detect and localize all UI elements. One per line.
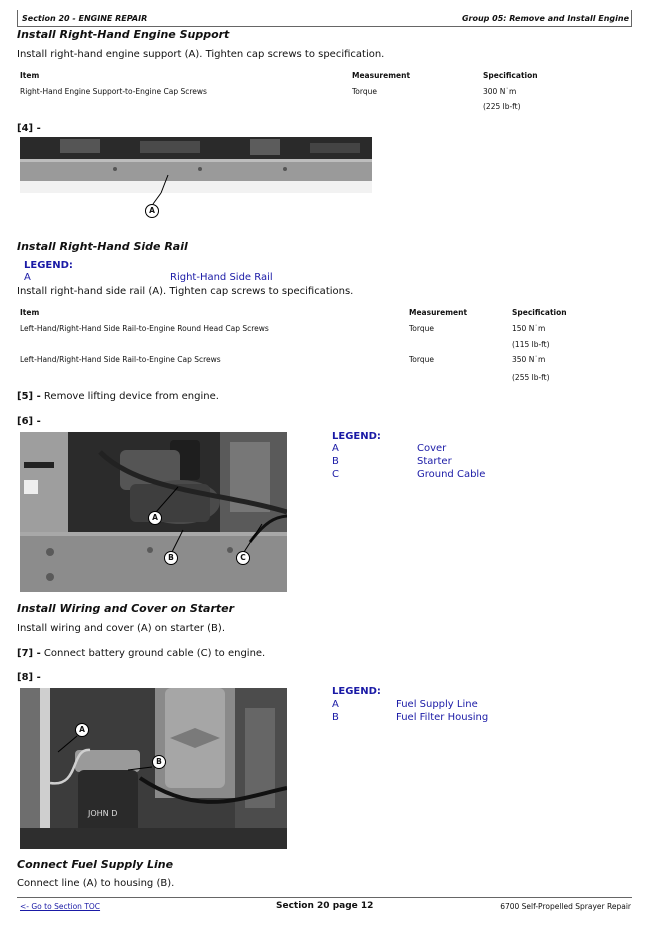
table-header-measurement: Measurement: [409, 308, 468, 317]
table-header-specification: Specification: [512, 308, 567, 317]
legend-label-ground-cable: Ground Cable: [417, 469, 486, 480]
callout-a: A: [148, 511, 162, 525]
step-5-text: Remove lifting device from engine.: [43, 391, 219, 402]
legend-key-b: B: [332, 712, 339, 723]
heading-connect-fuel-supply-line: Connect Fuel Supply Line: [17, 858, 174, 871]
legend-label-fuel-supply-line: Fuel Supply Line: [396, 699, 478, 710]
table-header-specification: Specification: [483, 71, 538, 80]
heading-install-wiring-cover: Install Wiring and Cover on Starter: [17, 602, 235, 615]
legend-title: LEGEND:: [332, 686, 381, 697]
legend-key-b: B: [332, 456, 339, 467]
footer-manual-title: 6700 Self-Propelled Sprayer Repair: [500, 902, 631, 911]
callout-b: B: [164, 551, 178, 565]
step-6-number: [6] -: [17, 416, 41, 427]
table-cell-spec-imperial: (225 lb-ft): [483, 102, 521, 111]
table-cell-spec-imperial: (115 lb-ft): [512, 340, 550, 349]
table-cell-spec-metric: 350 N˙m: [512, 355, 546, 364]
fuel-filter-photo: [20, 688, 287, 849]
table-cell-spec-metric: 150 N˙m: [512, 324, 546, 333]
heading-install-rh-engine-support: Install Right-Hand Engine Support: [17, 28, 230, 41]
table-cell-item: Right-Hand Engine Support-to-Engine Cap Screws: [20, 87, 207, 96]
footer-rule: [17, 897, 632, 898]
legend-title: LEGEND:: [24, 260, 73, 271]
table-cell-item: Left-Hand/Right-Hand Side Rail-to-Engine Cap Screws: [20, 355, 221, 364]
header-group-title: Group 05: Remove and Install Engine: [461, 14, 629, 23]
step-5: [5] - Remove lifting device from engine.: [17, 391, 219, 402]
callout-b: B: [152, 755, 166, 769]
header-section-title: Section 20 - ENGINE REPAIR: [22, 14, 148, 23]
callout-c: C: [236, 551, 250, 565]
svg-text:JOHN D: JOHN D: [88, 809, 118, 818]
legend-label-cover: Cover: [417, 443, 447, 454]
table-cell-spec-imperial: (255 lb-ft): [512, 373, 550, 382]
legend-label-starter: Starter: [417, 456, 452, 467]
callout-a: A: [145, 204, 159, 218]
go-to-section-toc-link[interactable]: <- Go to Section TOC: [20, 902, 101, 911]
heading-install-rh-side-rail: Install Right-Hand Side Rail: [17, 240, 188, 253]
legend-key-a: A: [24, 272, 31, 283]
header-rule: [17, 26, 632, 27]
step-8-number: [8] -: [17, 672, 41, 683]
legend-label-side-rail: Right-Hand Side Rail: [170, 272, 273, 283]
paragraph-rh-engine-support: Install right-hand engine support (A). Tighten cap screws to specification.: [17, 49, 385, 60]
legend-title: LEGEND:: [332, 431, 381, 442]
paragraph-connect-line: Connect line (A) to housing (B).: [17, 878, 175, 889]
step-7-text: Connect battery ground cable (C) to engine.: [43, 648, 266, 659]
legend-label-fuel-filter-housing: Fuel Filter Housing: [396, 712, 489, 723]
table-cell-spec-metric: 300 N˙m: [483, 87, 517, 96]
step-7: [7] - Connect battery ground cable (C) to engine.: [17, 648, 266, 659]
paragraph-rh-side-rail: Install right-hand side rail (A). Tighten cap screws to specifications.: [17, 286, 354, 297]
table-cell-measurement: Torque: [352, 87, 377, 96]
table-header-item: Item: [20, 71, 40, 80]
header-right-border: [631, 10, 632, 26]
table-header-measurement: Measurement: [352, 71, 411, 80]
engine-support-photo: [20, 137, 372, 193]
legend-key-a: A: [332, 699, 339, 710]
legend-key-a: A: [332, 443, 339, 454]
step-4-number: [4] -: [17, 123, 41, 134]
table-cell-measurement: Torque: [409, 355, 434, 364]
table-cell-measurement: Torque: [409, 324, 434, 333]
legend-key-c: C: [332, 469, 339, 480]
header-left-border: [17, 10, 18, 26]
callout-a: A: [75, 723, 89, 737]
table-header-item: Item: [20, 308, 40, 317]
footer-page-number: Section 20 page 12: [276, 901, 374, 911]
table-cell-item: Left-Hand/Right-Hand Side Rail-to-Engine Round Head Cap Screws: [20, 324, 269, 333]
paragraph-wiring-cover: Install wiring and cover (A) on starter (B).: [17, 623, 225, 634]
